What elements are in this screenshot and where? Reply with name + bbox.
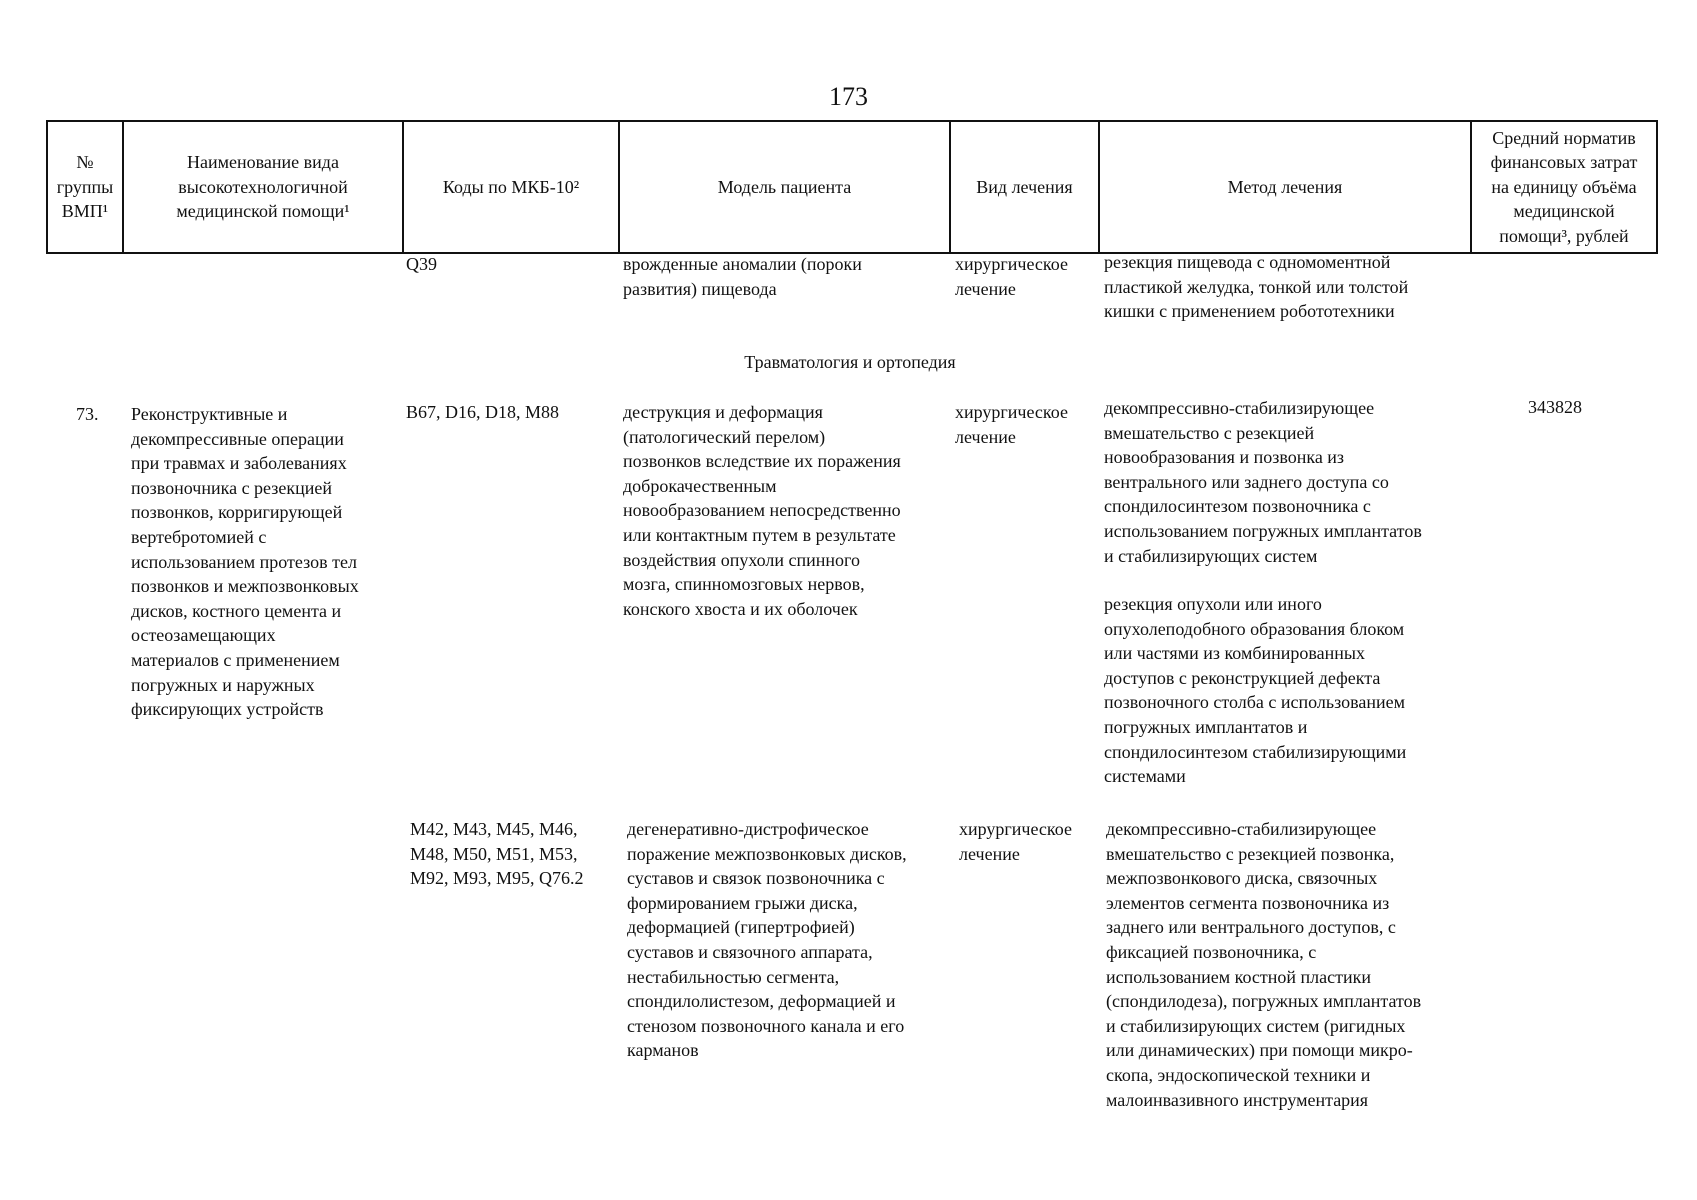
header-average-cost: Средний норматив финансовых затрат на единицу объёма медицинской помощи³, рублей [1471,121,1657,253]
entry-2-icd-codes: M42, M43, M45, M46, M48, M50, M51, M53, M92, M93, M95, Q76.2 [410,819,584,889]
header-treatment-type: Вид лечения [950,121,1099,253]
entry-1-patient-model: деструкция и деформация (патологический перелом) позвонков вследствие их поражения доброкачественным новообразованием непосредственно или контактным путем в результате воздействия опухоли спинного мозга, спинномозговых нервов, конского хвоста и их оболочек [623,402,901,619]
entry-2-treatment-type: хирургическое лечение [959,819,1072,864]
row-q39-treatment-type: хирургическое лечение [955,254,1068,299]
group-73-number: 73. [76,404,99,424]
header-icd-codes: Коды по МКБ-10² [403,121,619,253]
section-title: Травматология и ортопедия [744,352,956,372]
entry-1-treatment-type: хирургическое лечение [955,402,1068,447]
row-q39-treatment-method: резекция пищевода с одномоментной пластикой желудка, тонкой или толстой кишки с применением робототехники [1104,252,1409,322]
group-73-average-cost: 343828 [1528,397,1582,417]
entry-2-treatment-method: декомпрессивно-стабилизирующее вмешательство с резекцией позвонка, межпозвонкового диска, связочных элементов сегмента позвоночника из заднего или вентрального доступов, с фиксацией позвоночника, с использованием костной пластики (спондилодеза), погружных имплантатов и стабилизирующих систем (ригидных или динамических) при помощи микро- скопа, эндоскопической техники и малоинвазивного инструментария [1106,819,1422,1110]
row-q39-code: Q39 [406,254,437,274]
group-73-care-type-name: Реконструктивные и декомпрессивные операции при травмах и заболеваниях позвоночника с резекцией позвонков, корригирующей вертебротомией с использованием протезов тел позвонков и межпозвонковых дисков, костного цемента и остеозамещающих материалов с применением погружных и наружных фиксирующих устройств [131,404,359,720]
page-number: 173 [829,82,868,111]
entry-1-treatment-method-1: декомпрессивно-стабилизирующее вмешательство с резекцией новообразования и позвонка из вентрального или заднего доступа со спондилосинтезом позвоночника с использованием погружных имплантатов и стабилизирующих систем [1104,398,1422,566]
header-care-type-name: Наименование вида высокотехнологичной медицинской помощи¹ [123,121,403,253]
row-q39-patient-model: врожденные аномалии (пороки развития) пищевода [623,254,862,299]
table-header [46,120,1658,254]
header-patient-model: Модель пациента [619,121,950,253]
entry-1-treatment-method-2: резекция опухоли или иного опухолеподобного образования блоком или частями из комбинированных доступов с реконструкцией дефекта позвоночного столба с использованием погружных имплантатов и спондилосинтезом стабилизирующими системами [1104,594,1407,787]
header-group-number: № группы ВМП¹ [47,121,123,253]
entry-2-patient-model: дегенеративно-дистрофическое поражение межпозвонковых дисков, суставов и связок позвоночника с формированием грыжи диска, деформацией (гипертрофией) суставов и связочного аппарата, нестабильностью сегмента, спондилолистезом, деформацией и стенозом позвоночного канала и его карманов [627,819,907,1061]
header-treatment-method: Метод лечения [1099,121,1471,253]
entry-1-icd-codes: B67, D16, D18, M88 [406,402,560,422]
